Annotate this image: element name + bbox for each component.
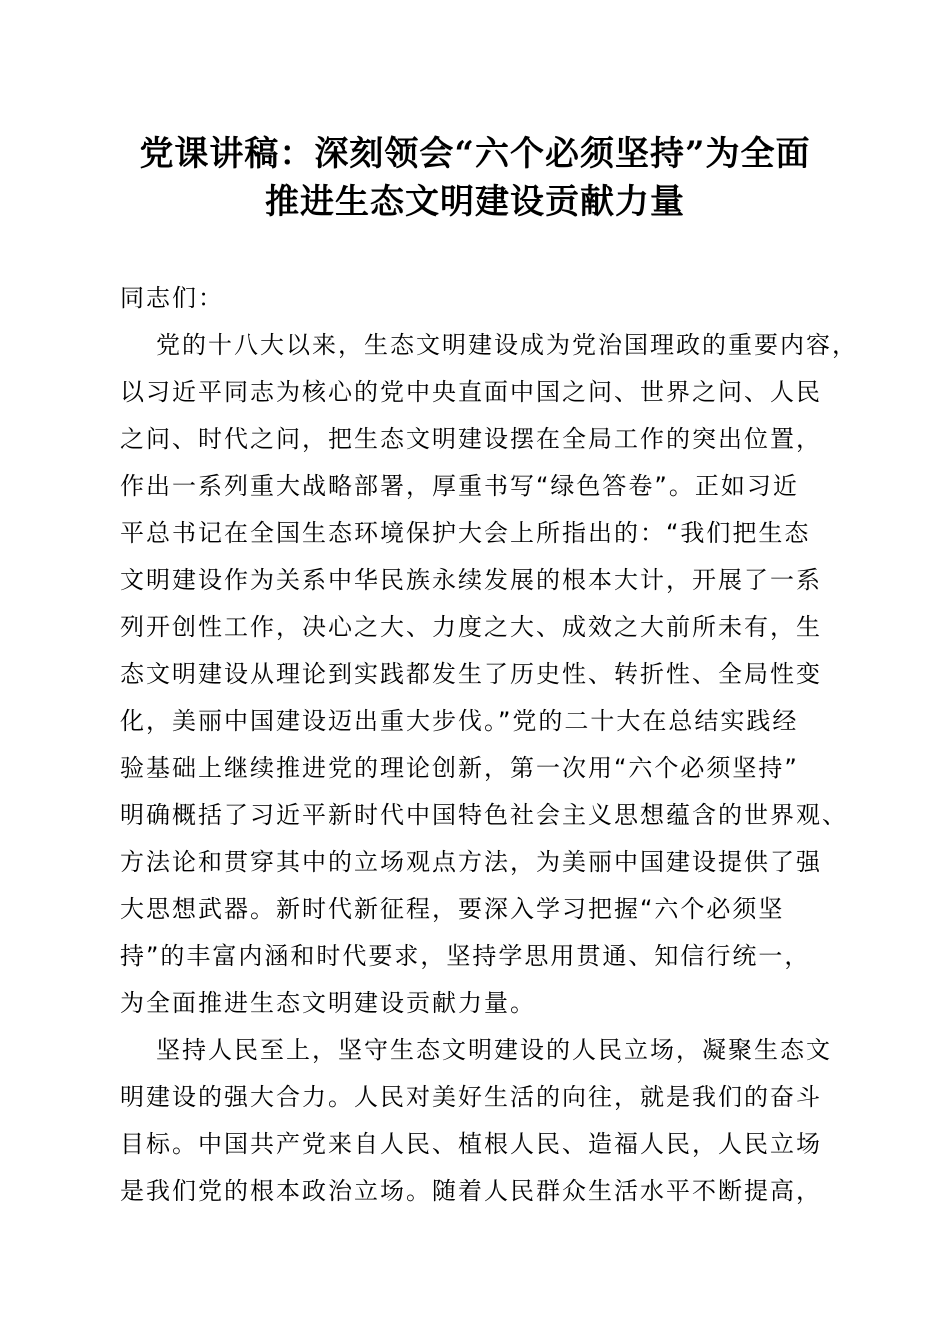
paragraph-line: 列开创性工作，决心之大、力度之大、成效之大前所未有，生 bbox=[120, 613, 822, 641]
paragraph-line: 大思想武器。新时代新征程，要深入学习把握“六个必须坚 bbox=[120, 895, 785, 923]
paragraph-line: 验基础上继续推进党的理论创新，第一次用“六个必须坚持” bbox=[120, 754, 799, 782]
paragraph-line: 党的十八大以来，生态文明建设成为党治国理政的重要内容， bbox=[156, 331, 858, 359]
paragraph-line: 方法论和贯穿其中的立场观点方法，为美丽中国建设提供了强 bbox=[120, 848, 822, 876]
paragraph-line: 作出一系列重大战略部署，厚重书写“绿色答卷”。正如习近 bbox=[120, 472, 799, 500]
title-line-1: 党课讲稿：深刻领会“六个必须坚持”为全面 bbox=[139, 134, 811, 174]
paragraph-line: 为全面推进生态文明建设贡献力量。 bbox=[120, 989, 536, 1017]
document-body bbox=[120, 275, 858, 1215]
paragraph-line: 持”的丰富内涵和时代要求，坚持学思用贯通、知信行统一， bbox=[120, 942, 811, 970]
paragraph-line: 平总书记在全国生态环境保护大会上所指出的：“我们把生态 bbox=[120, 519, 811, 547]
paragraph-line: 坚持人民至上，坚守生态文明建设的人民立场，凝聚生态文 bbox=[156, 1036, 832, 1064]
paragraph-line: 态文明建设从理论到实践都发生了历史性、转折性、全局性变 bbox=[120, 660, 822, 688]
document-title bbox=[100, 130, 850, 226]
salutation: 同志们： bbox=[120, 284, 224, 312]
paragraph-line: 化，美丽中国建设迈出重大步伐。”党的二十大在总结实践经 bbox=[120, 707, 799, 735]
paragraph-line: 是我们党的根本政治立场。随着人民群众生活水平不断提高， bbox=[120, 1177, 822, 1205]
paragraph-line: 明确概括了习近平新时代中国特色社会主义思想蕴含的世界观、 bbox=[120, 801, 848, 829]
paragraph-line: 以习近平同志为核心的党中央直面中国之问、世界之问、人民 bbox=[120, 378, 822, 406]
paragraph-line: 明建设的强大合力。人民对美好生活的向往，就是我们的奋斗 bbox=[120, 1083, 822, 1111]
paragraph-line: 文明建设作为关系中华民族永续发展的根本大计，开展了一系 bbox=[120, 566, 822, 594]
paragraph-2 bbox=[120, 1027, 838, 1215]
paragraph-line: 目标。中国共产党来自人民、植根人民、造福人民，人民立场 bbox=[120, 1130, 822, 1158]
paragraph-1 bbox=[120, 322, 858, 1027]
paragraph-line: 之问、时代之问，把生态文明建设摆在全局工作的突出位置， bbox=[120, 425, 822, 453]
title-line-2: 推进生态文明建设贡献力量 bbox=[265, 182, 685, 222]
